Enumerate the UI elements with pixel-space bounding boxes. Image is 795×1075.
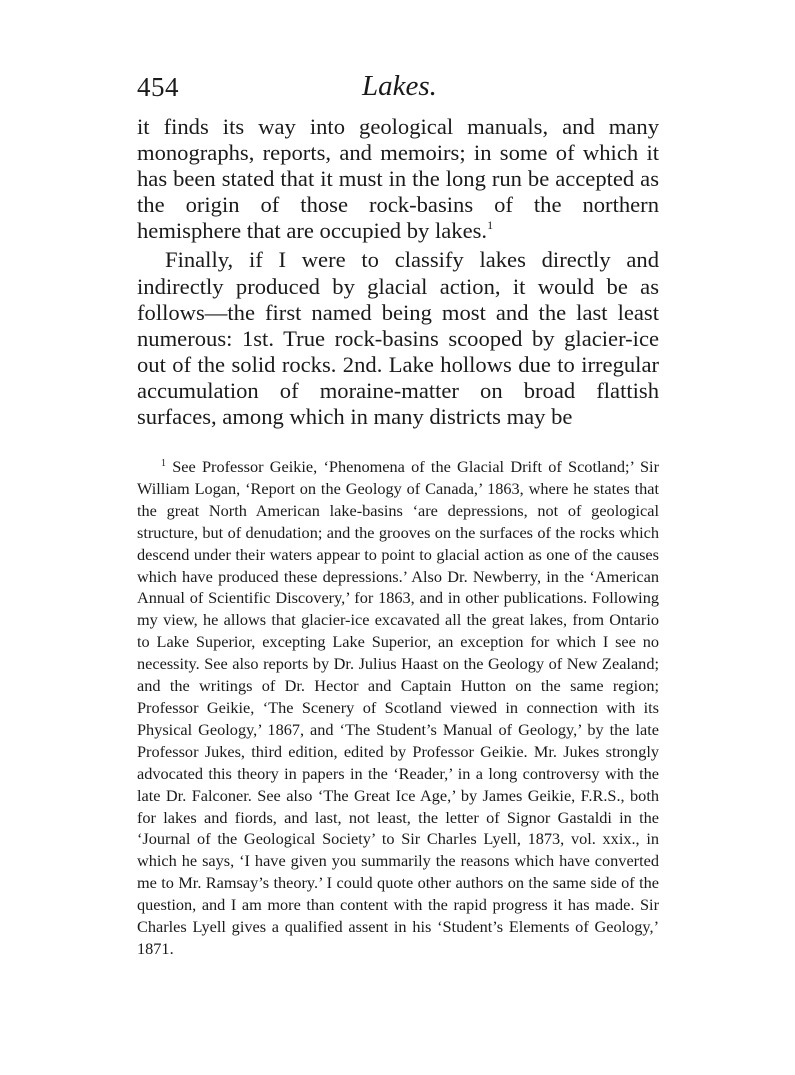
- footnote-marker: 1: [161, 458, 166, 469]
- footnote-text: See Professor Geikie, ‘Phenomena of the Glacial Drift of Scotland;’ Sir William Logan, ‘Report on the Geology of Canada,’ 1863, where he states that the great North American lake-basins ‘are depressions, not of geological structure, but of denudation; and the grooves on the surfaces of the rocks which descend under their waters appear to point to glacial action as one of the causes which have produced these depressions.’ Also Dr. Newberry, in the ‘American Annual of Scientific Discovery,’ for 1863, and in other publications. Following my view, he allows that glacier-ice excavated all the great lakes, from Ontario to Lake Superior, excepting Lake Superior, an exception for which I see no necessity. See also reports by Dr. Julius Haast on the Geology of New Zealand; and the writings of Dr. Hector and Captain Hutton on the same region; Professor Geikie, ‘The Scenery of Scotland viewed in connection with its Physical Geology,’ 1867, and ‘The Student’s Manual of Geology,’ by the late Professor Jukes, third edition, edited by Professor Geikie. Mr. Jukes strongly advocated this theory in papers in the ‘Reader,’ in a long controversy with the late Dr. Falconer. See also ‘The Great Ice Age,’ by James Geikie, F.R.S., both for lakes and fiords, and last, not least, the letter of Signor Gastaldi in the ‘Journal of the Geological Society’ to Sir Charles Lyell, 1873, vol. xxix., in which he says, ‘I have given you summarily the reasons which have converted me to Mr. Ramsay’s theory.’ I could quote other authors on the same side of the question, and I am more than content with the rapid progress it has made. Sir Charles Lyell gives a qualified assent in his ‘Student’s Elements of Geology,’ 1871.: [137, 457, 659, 958]
- footnote-reference[interactable]: 1: [487, 218, 494, 233]
- paragraph: [137, 114, 659, 244]
- page-number: 454: [137, 72, 179, 102]
- main-text: [137, 114, 659, 430]
- page-header: [137, 72, 659, 112]
- running-title: Lakes.: [362, 70, 437, 102]
- paragraph-text: it finds its way into geological manuals, and many monographs, reports, and memoirs; in some of which it has been stated that it must in the long run be accepted as the origin of those rock-basins of the northern hemisphere that are occupied by lakes.: [137, 114, 659, 244]
- paragraph: Finally, if I were to classify lakes directly and indirectly produced by glacial action, it would be as follows—the first named being most and the last least numerous: 1st. True rock-basins scooped by glacier-ice out of the solid rocks. 2nd. Lake hollows due to irregular accumulation of moraine-matter on broad flattish surfaces, among which in many districts may be: [137, 247, 659, 430]
- footnote: [137, 456, 659, 960]
